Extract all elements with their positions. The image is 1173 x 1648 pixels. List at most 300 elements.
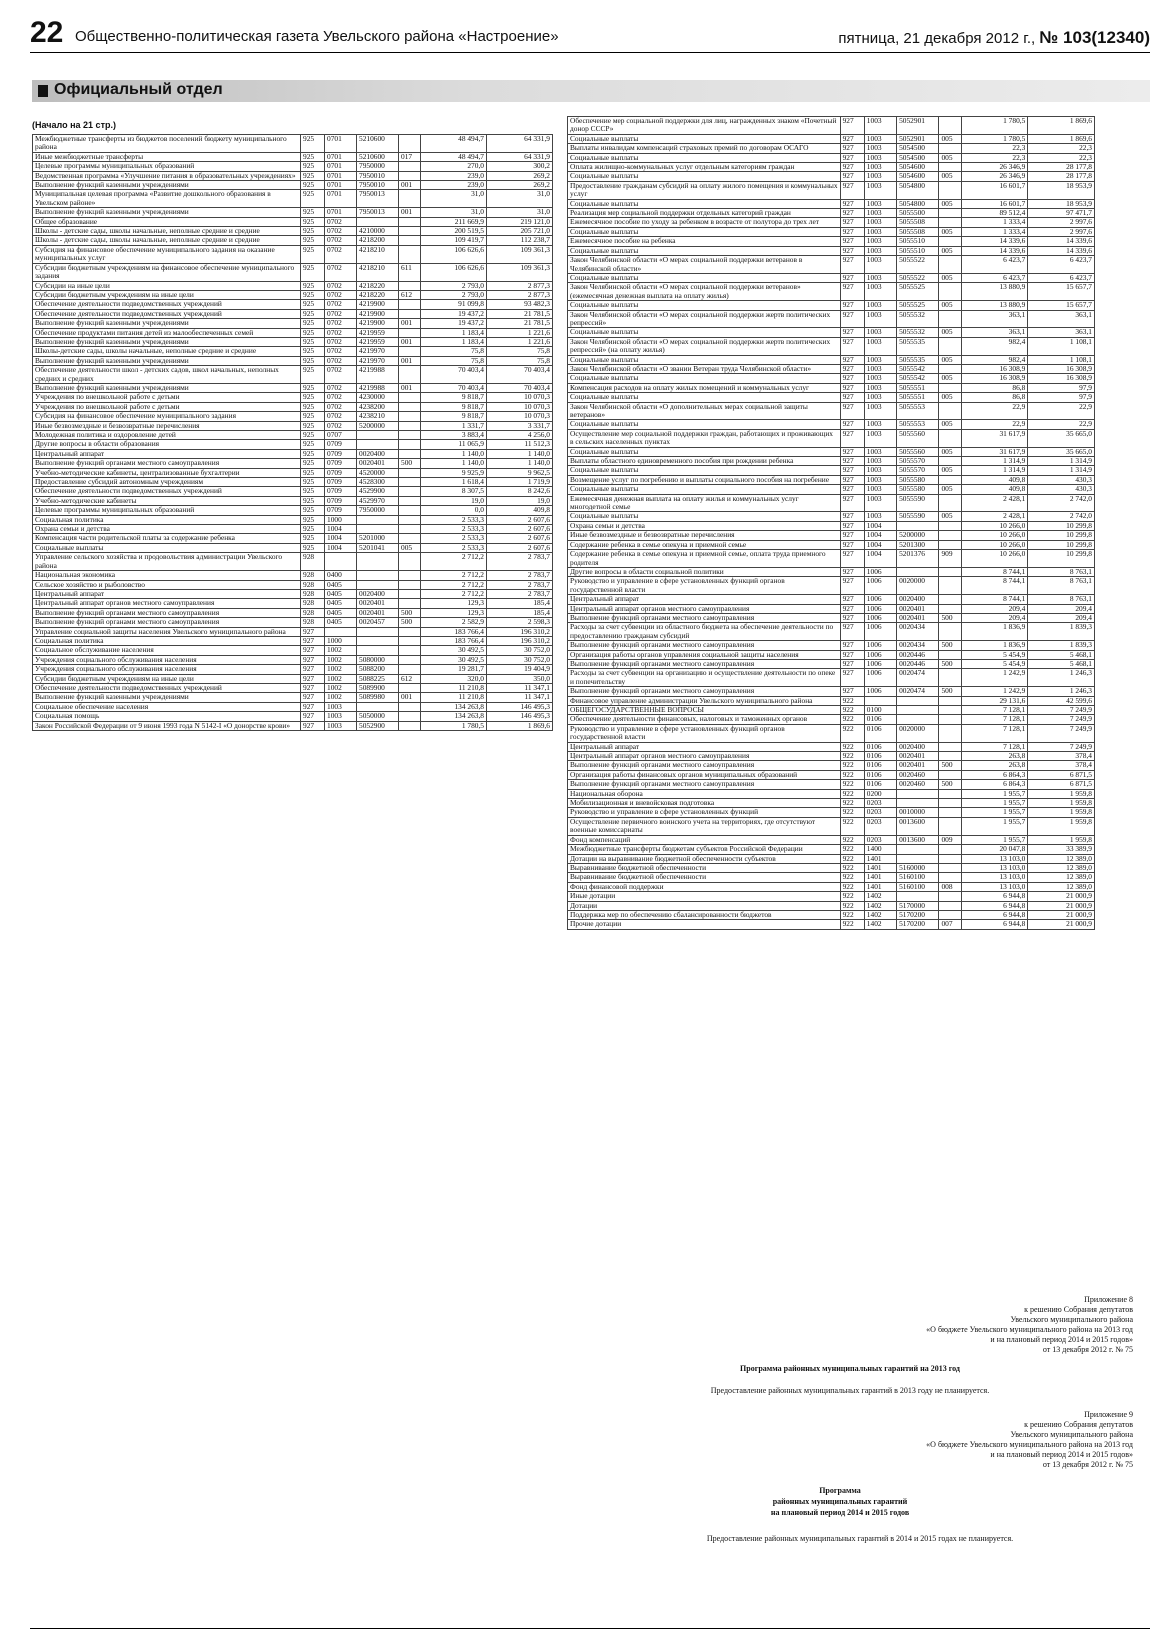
table-cell: 1 955,7 — [961, 835, 1028, 844]
table-cell — [897, 892, 939, 901]
table-cell: 5055535 — [897, 355, 939, 364]
table-cell — [399, 393, 421, 402]
table-cell: 30 492,5 — [421, 655, 487, 664]
table-cell: 4218200 — [357, 236, 399, 245]
table-cell: Иные межбюджетные трансферты — [33, 152, 301, 161]
table-cell: 1003 — [864, 256, 896, 274]
table-cell: 196 310,2 — [487, 636, 553, 645]
table-cell: 8 242,6 — [487, 487, 553, 496]
table-cell: 1002 — [325, 683, 357, 692]
table-cell: 14 339,6 — [961, 237, 1028, 246]
table-cell: 10 266,0 — [961, 531, 1028, 540]
table-cell — [939, 715, 961, 724]
table-cell: 4218210 — [357, 263, 399, 281]
table-cell: 89 512,4 — [961, 209, 1028, 218]
table-cell: Школы - детские сады, школы начальные, неполные средние и средние — [33, 227, 301, 236]
table-cell: Межбюджетные трансферты из бюджетов поселений бюджету муниципального района — [33, 135, 301, 153]
table-cell: 2 712,2 — [421, 571, 487, 580]
table-cell: 9 962,5 — [487, 468, 553, 477]
table-cell: 927 — [301, 712, 325, 721]
table-row — [568, 209, 1095, 218]
table-cell: 7950010 — [357, 171, 399, 180]
table-cell: 4238210 — [357, 412, 399, 421]
table-cell: 6 944,8 — [961, 901, 1028, 910]
table-cell: 1003 — [864, 512, 896, 521]
table-cell: 0020446 — [897, 659, 939, 668]
table-cell: 927 — [840, 209, 864, 218]
table-cell: 19 437,2 — [421, 309, 487, 318]
table-cell: 196 310,2 — [487, 627, 553, 636]
table-cell — [939, 429, 961, 447]
table-cell: 2 783,7 — [487, 571, 553, 580]
table-cell: 11 347,1 — [487, 683, 553, 692]
table-cell: 0701 — [325, 190, 357, 208]
table-cell: 1 183,4 — [421, 328, 487, 337]
table-cell: 922 — [840, 892, 864, 901]
table-cell: Руководство и управление в сфере установленных функций — [568, 808, 841, 817]
table-cell — [399, 646, 421, 655]
table-cell: 0702 — [325, 300, 357, 309]
table-cell: 1 314,9 — [1028, 466, 1095, 475]
table-cell: 430,3 — [1028, 475, 1095, 484]
table-cell: 2 428,1 — [961, 494, 1028, 512]
table-cell: 7950000 — [357, 506, 399, 515]
table-cell: 9 818,7 — [421, 393, 487, 402]
table-cell: 500 — [399, 608, 421, 617]
table-cell: 928 — [301, 580, 325, 589]
table-cell: Центральный аппарат органов местного самоуправления — [33, 599, 301, 608]
table-row — [33, 468, 553, 477]
table-cell: 5160000 — [897, 863, 939, 872]
table-cell — [897, 521, 939, 530]
table-cell: Социальные выплаты — [568, 374, 841, 383]
table-cell: 1 836,9 — [961, 623, 1028, 641]
table-cell: 1002 — [325, 655, 357, 664]
table-cell: Центральный аппарат — [33, 589, 301, 598]
table-cell: 922 — [840, 901, 864, 910]
table-cell: 001 — [399, 319, 421, 328]
table-cell: 12 389,0 — [1028, 854, 1095, 863]
table-cell: 927 — [301, 721, 325, 730]
table-cell: 1004 — [864, 550, 896, 568]
table-cell: Обеспечение деятельности подведомственных учреждений — [33, 300, 301, 309]
table-cell: 1006 — [864, 595, 896, 604]
table-cell: 5055570 — [897, 457, 939, 466]
table-cell: Выполнение функций казенными учреждениями — [33, 337, 301, 346]
table-cell: Выполнение функций казенными учреждениями — [33, 319, 301, 328]
table-cell: 4219988 — [357, 383, 399, 392]
table-cell: 2 742,0 — [1028, 512, 1095, 521]
table-cell — [325, 627, 357, 636]
table-cell: 209,4 — [1028, 613, 1095, 622]
table-cell: 0405 — [325, 608, 357, 617]
table-cell: 005 — [939, 172, 961, 181]
table-cell: 925 — [301, 515, 325, 524]
table-row — [568, 835, 1095, 844]
table-cell: 8 744,1 — [961, 595, 1028, 604]
table-cell: Социальная политика — [33, 636, 301, 645]
table-cell: 22,9 — [1028, 420, 1095, 429]
table-cell — [399, 478, 421, 487]
table-cell: 97,9 — [1028, 393, 1095, 402]
table-cell: 0020474 — [897, 669, 939, 687]
table-cell: 1 242,9 — [961, 687, 1028, 696]
table-cell: Ежемесячное пособие на ребенка — [568, 237, 841, 246]
table-cell: 22,9 — [1028, 402, 1095, 420]
table-cell: 4219900 — [357, 300, 399, 309]
table-cell: 7 249,9 — [1028, 742, 1095, 751]
table-cell: 4218220 — [357, 281, 399, 290]
table-cell — [939, 383, 961, 392]
table-cell: 927 — [840, 328, 864, 337]
table-cell: Выполнение функций органами местного самоуправления — [33, 459, 301, 468]
table-cell: 7950010 — [357, 181, 399, 190]
table-cell: 0020400 — [357, 449, 399, 458]
table-cell: 185,4 — [487, 599, 553, 608]
table-row — [33, 506, 553, 515]
table-cell: 5052901 — [897, 134, 939, 143]
table-cell — [939, 863, 961, 872]
table-cell — [939, 892, 961, 901]
table-cell: Выполнение функций органами местного самоуправления — [33, 608, 301, 617]
table-cell: 0709 — [325, 468, 357, 477]
table-cell: 363,1 — [1028, 328, 1095, 337]
table-cell: 005 — [939, 246, 961, 255]
table-cell: 10 266,0 — [961, 521, 1028, 530]
table-cell: 1003 — [864, 494, 896, 512]
table-cell: 1002 — [325, 646, 357, 655]
table-cell: 1006 — [864, 567, 896, 576]
table-cell: 005 — [939, 273, 961, 282]
table-cell: 927 — [840, 687, 864, 696]
table-cell: 7 128,1 — [961, 742, 1028, 751]
table-cell: 10 070,3 — [487, 402, 553, 411]
table-row — [33, 393, 553, 402]
table-cell: 1004 — [864, 540, 896, 549]
table-cell: 1003 — [864, 117, 896, 135]
table-cell: ОБЩЕГОСУДАРСТВЕННЫЕ ВОПРОСЫ — [568, 706, 841, 715]
table-cell: Закон Российской Федерации от 9 июня 1993 года N 5142-I «О донорстве крови» — [33, 721, 301, 730]
table-row — [568, 752, 1095, 761]
table-cell: 927 — [840, 457, 864, 466]
table-cell: 922 — [840, 706, 864, 715]
table-cell: 500 — [939, 780, 961, 789]
table-cell: 2 607,6 — [487, 543, 553, 552]
table-cell: 0020401 — [357, 459, 399, 468]
table-cell — [399, 412, 421, 421]
table-cell: Центральный аппарат — [568, 595, 841, 604]
table-cell: Субсидии бюджетным учреждениям на иные цели — [33, 290, 301, 299]
table-row — [568, 337, 1095, 355]
table-cell: 134 263,8 — [421, 702, 487, 711]
table-cell: 239,0 — [421, 171, 487, 180]
table-cell — [399, 515, 421, 524]
table-cell: 001 — [399, 181, 421, 190]
table-cell: 1 959,8 — [1028, 789, 1095, 798]
table-row — [33, 309, 553, 318]
table-cell — [399, 300, 421, 309]
table-cell — [399, 636, 421, 645]
table-cell: 1 869,6 — [487, 721, 553, 730]
table-cell: 5080000 — [357, 655, 399, 664]
table-cell: 7 249,9 — [1028, 724, 1095, 742]
table-cell: Обеспечение деятельности подведомственных учреждений — [33, 309, 301, 318]
table-cell: 5055551 — [897, 383, 939, 392]
table-row — [33, 402, 553, 411]
table-cell: 1 836,9 — [961, 641, 1028, 650]
table-cell — [399, 245, 421, 263]
table-cell: 925 — [301, 421, 325, 430]
table-cell: 10 266,0 — [961, 550, 1028, 568]
table-cell: 927 — [840, 134, 864, 143]
table-cell — [939, 209, 961, 218]
table-cell: 1004 — [325, 543, 357, 552]
table-cell: 1 955,7 — [961, 789, 1028, 798]
table-row — [33, 236, 553, 245]
table-cell: Расходы за счет субвенции из областного бюджета на обеспечение деятельности по предоставлению гражданам субсидий — [568, 623, 841, 641]
table-cell: 0702 — [325, 263, 357, 281]
table-row — [568, 669, 1095, 687]
table-cell — [939, 770, 961, 779]
table-cell — [357, 646, 399, 655]
table-cell: 0701 — [325, 181, 357, 190]
table-cell: 1003 — [864, 485, 896, 494]
appendix-8-program-title: Программа районных муниципальных гарантий на 2013 год — [740, 1364, 960, 1373]
table-cell: 005 — [939, 301, 961, 310]
table-cell: Фонд компенсаций — [568, 835, 841, 844]
appendix-9-program-title-2: районных муниципальных гарантий — [772, 1497, 908, 1506]
table-cell: 5052901 — [897, 117, 939, 135]
table-cell: 922 — [840, 770, 864, 779]
table-cell: 925 — [301, 162, 325, 171]
table-cell: 7950013 — [357, 190, 399, 208]
table-row — [568, 623, 1095, 641]
table-cell: 927 — [840, 447, 864, 456]
table-cell: 109 361,3 — [487, 263, 553, 281]
table-cell: 1 955,7 — [961, 808, 1028, 817]
table-row — [33, 543, 553, 552]
table-cell: 925 — [301, 171, 325, 180]
table-cell: 1006 — [864, 669, 896, 687]
table-cell: Социальные выплаты — [568, 199, 841, 208]
table-cell: 5200000 — [357, 421, 399, 430]
table-cell: 1 839,3 — [1028, 641, 1095, 650]
table-cell: 927 — [840, 172, 864, 181]
table-cell: 205 721,0 — [487, 227, 553, 236]
table-row — [568, 715, 1095, 724]
table-cell: 925 — [301, 309, 325, 318]
table-row — [568, 901, 1095, 910]
table-cell — [939, 283, 961, 301]
table-row — [568, 199, 1095, 208]
table-cell: 21 000,9 — [1028, 910, 1095, 919]
table-row — [568, 283, 1095, 301]
table-cell: 1003 — [864, 227, 896, 236]
table-row — [568, 595, 1095, 604]
table-cell: 500 — [399, 618, 421, 627]
table-cell: 0405 — [325, 589, 357, 598]
table-row — [568, 117, 1095, 135]
table-row — [33, 589, 553, 598]
table-cell: 7950013 — [357, 208, 399, 217]
table-cell: 1 955,7 — [961, 799, 1028, 808]
table-cell: 1 140,0 — [421, 459, 487, 468]
table-cell — [897, 854, 939, 863]
table-cell: 925 — [301, 478, 325, 487]
table-row — [33, 245, 553, 263]
table-cell: 1003 — [864, 144, 896, 153]
table-cell: 219 121,0 — [487, 217, 553, 226]
table-cell: 430,3 — [1028, 485, 1095, 494]
table-cell: 4219959 — [357, 328, 399, 337]
table-cell: 21 781,5 — [487, 309, 553, 318]
table-cell: 0707 — [325, 431, 357, 440]
table-cell: 927 — [840, 337, 864, 355]
table-cell: 927 — [840, 641, 864, 650]
table-cell: 0203 — [864, 835, 896, 844]
table-row — [568, 355, 1095, 364]
table-cell: Организация работы финансовых органов муниципальных образований — [568, 770, 841, 779]
table-cell: 350,0 — [487, 674, 553, 683]
table-cell: 922 — [840, 817, 864, 835]
table-row — [568, 641, 1095, 650]
table-cell — [939, 604, 961, 613]
table-cell: 0020000 — [897, 724, 939, 742]
table-row — [568, 301, 1095, 310]
table-cell: 925 — [301, 506, 325, 515]
table-cell: 1 959,8 — [1028, 835, 1095, 844]
table-cell: 001 — [399, 337, 421, 346]
table-cell: 927 — [301, 646, 325, 655]
table-cell: Субсидия на финансовое обеспечение муниципального задания — [33, 412, 301, 421]
table-cell: 209,4 — [961, 613, 1028, 622]
table-cell: 922 — [840, 752, 864, 761]
table-cell: Целевые программы муниципальных образований — [33, 162, 301, 171]
table-cell: Общее образование — [33, 217, 301, 226]
table-cell: 925 — [301, 534, 325, 543]
table-cell: 5089980 — [357, 693, 399, 702]
table-cell: 927 — [840, 595, 864, 604]
table-cell: 239,0 — [421, 181, 487, 190]
table-cell — [399, 468, 421, 477]
table-cell — [357, 636, 399, 645]
appendix-line: «О бюджете Увельского муниципального района на 2013 год — [926, 1440, 1133, 1449]
table-cell: 4219988 — [357, 366, 399, 384]
table-cell: 86,8 — [961, 393, 1028, 402]
table-cell: 0702 — [325, 245, 357, 263]
table-cell: 378,4 — [1028, 761, 1095, 770]
table-cell: 30 752,0 — [487, 646, 553, 655]
table-row — [33, 135, 553, 153]
table-cell: 35 665,0 — [1028, 429, 1095, 447]
table-cell — [399, 190, 421, 208]
table-cell: Муниципальная целевая программа «Развитие дошкольного образования в Увельском районе» — [33, 190, 301, 208]
table-cell: 2 607,6 — [487, 534, 553, 543]
table-cell — [399, 506, 421, 515]
table-cell: 2 877,3 — [487, 281, 553, 290]
table-cell: Ежемесячная денежная выплата на оплату жилья и коммунальных услуг многодетной семье — [568, 494, 841, 512]
table-cell: 1 140,0 — [487, 459, 553, 468]
table-cell: 1003 — [864, 237, 896, 246]
table-cell: 5055525 — [897, 301, 939, 310]
table-cell: 1000 — [325, 515, 357, 524]
table-cell: 21 000,9 — [1028, 920, 1095, 929]
table-row — [568, 799, 1095, 808]
table-cell: Обеспечение мер социальной поддержки для лиц, награжденных знаком «Почетный донор СССР» — [568, 117, 841, 135]
table-row — [33, 478, 553, 487]
table-cell: 0702 — [325, 281, 357, 290]
table-row — [568, 420, 1095, 429]
table-cell: 925 — [301, 328, 325, 337]
table-cell: 2 533,3 — [421, 515, 487, 524]
table-cell: 927 — [840, 273, 864, 282]
table-cell: 5 454,9 — [961, 659, 1028, 668]
table-cell: 0020000 — [897, 577, 939, 595]
table-cell: 1 780,5 — [961, 134, 1028, 143]
table-cell: Возмещение услуг по погребению и выплаты социального пособия на погребение — [568, 475, 841, 484]
table-cell: 269,2 — [487, 171, 553, 180]
table-cell — [939, 237, 961, 246]
table-cell: 005 — [399, 543, 421, 552]
table-row — [568, 475, 1095, 484]
table-cell: Молодежная политика и оздоровление детей — [33, 431, 301, 440]
table-cell: 1 108,1 — [1028, 355, 1095, 364]
table-cell — [897, 799, 939, 808]
table-cell — [939, 595, 961, 604]
table-cell — [399, 440, 421, 449]
table-cell: 0020401 — [357, 599, 399, 608]
table-cell: 1004 — [864, 531, 896, 540]
table-cell: 1003 — [864, 273, 896, 282]
table-row — [33, 181, 553, 190]
table-cell: 5055542 — [897, 374, 939, 383]
table-row — [568, 613, 1095, 622]
table-cell: 0020457 — [357, 618, 399, 627]
table-cell: 2 877,3 — [487, 290, 553, 299]
table-cell: 5054800 — [897, 199, 939, 208]
table-cell: 5050000 — [357, 712, 399, 721]
table-cell: 5088200 — [357, 665, 399, 674]
table-cell: 922 — [840, 835, 864, 844]
table-cell: 22,3 — [961, 144, 1028, 153]
table-cell: 7 249,9 — [1028, 706, 1095, 715]
table-cell: 0405 — [325, 580, 357, 589]
table-cell: 4218220 — [357, 290, 399, 299]
table-cell: 5055553 — [897, 420, 939, 429]
table-cell: 0701 — [325, 162, 357, 171]
table-cell — [939, 742, 961, 751]
table-cell: Выполнение функций органами местного самоуправления — [568, 641, 841, 650]
table-row — [33, 217, 553, 226]
table-cell — [939, 845, 961, 854]
table-cell — [399, 421, 421, 430]
table-row — [568, 817, 1095, 835]
table-cell: 4529900 — [357, 487, 399, 496]
table-cell: Субсидии бюджетным учреждениям на иные цели — [33, 674, 301, 683]
table-cell — [939, 650, 961, 659]
table-cell — [897, 696, 939, 705]
table-cell: 269,2 — [487, 181, 553, 190]
table-cell: 10 070,3 — [487, 393, 553, 402]
table-cell: Финансовое управление администрации Увельского муниципального района — [568, 696, 841, 705]
table-cell: 14 339,6 — [1028, 237, 1095, 246]
table-cell: 927 — [840, 512, 864, 521]
table-cell: 925 — [301, 208, 325, 217]
table-cell: 1003 — [864, 429, 896, 447]
table-cell: 363,1 — [961, 328, 1028, 337]
table-cell: 927 — [840, 650, 864, 659]
table-row — [33, 347, 553, 356]
